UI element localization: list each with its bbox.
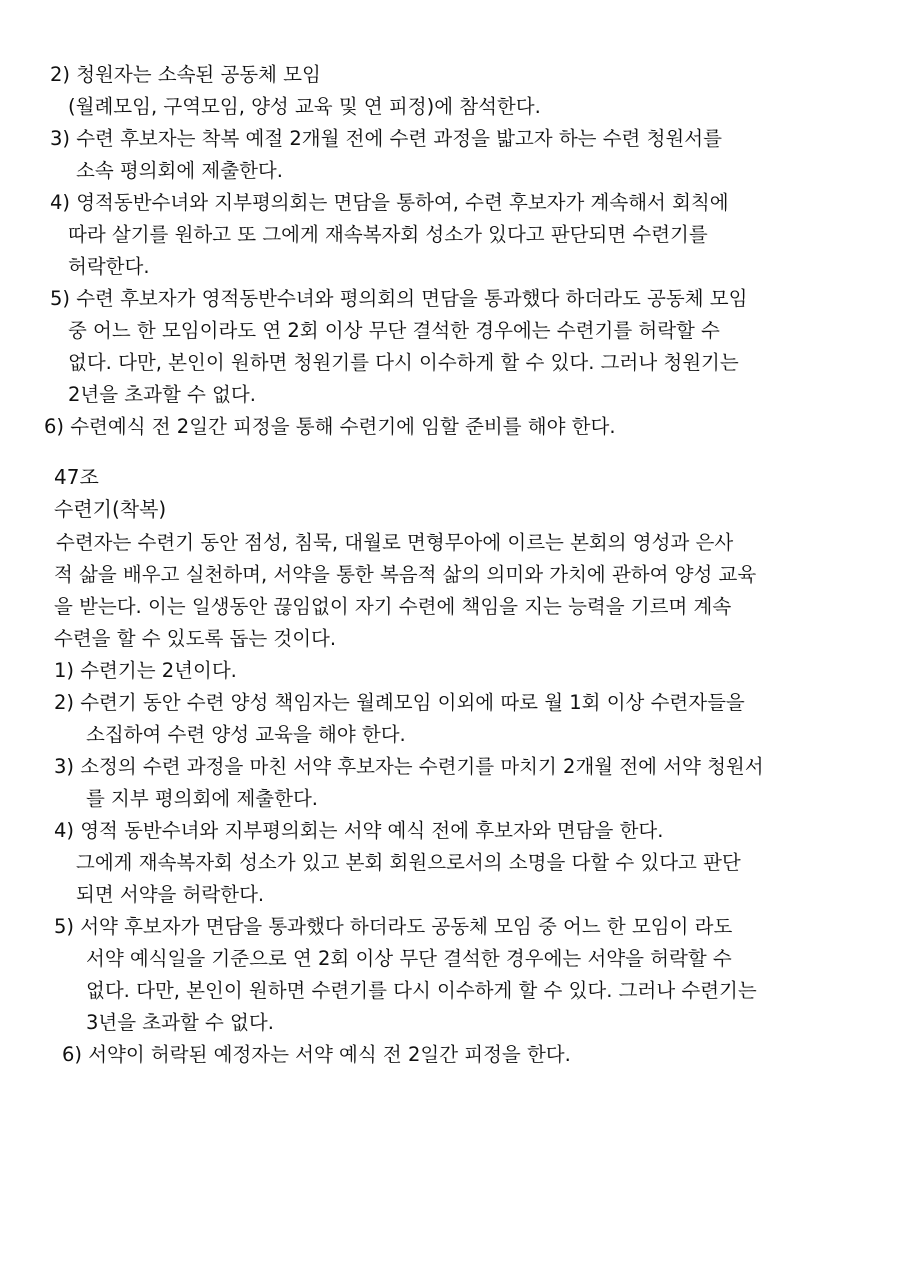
text-line: 2) 청원자는 소속된 공동체 모임	[50, 63, 321, 86]
text-line: 3) 수련 후보자는 착복 예절 2개월 전에 수련 과정을 밟고자 하는 수련 청원서를	[50, 127, 722, 150]
article-number: 47조	[54, 465, 99, 489]
text-line: 5) 수련 후보자가 영적동반수녀와 평의회의 면담을 통과했다 하더라도 공동체 모임	[50, 287, 748, 310]
text-line: 소집하여 수련 양성 교육을 해야 한다.	[86, 723, 406, 746]
text-line: (월례모임, 구역모임, 양성 교육 및 연 피정)에 참석한다.	[68, 95, 541, 118]
text-line: 1) 수련기는 2년이다.	[54, 659, 237, 682]
text-line: 6) 수련예식 전 2일간 피정을 통해 수련기에 임할 준비를 해야 한다.	[44, 415, 616, 438]
text-line: 따라 살기를 원하고 또 그에게 재속복자회 성소가 있다고 판단되면 수련기를	[68, 223, 708, 246]
text-line: 3년을 초과할 수 없다.	[86, 1011, 274, 1034]
text-line: 2년을 초과할 수 없다.	[68, 383, 256, 406]
text-line: 적 삶을 배우고 실천하며, 서약을 통한 복음적 삶의 의미와 가치에 관하여 양성 교육	[54, 563, 757, 586]
text-line: 소속 평의회에 제출한다.	[76, 159, 283, 182]
text-line: 없다. 다만, 본인이 원하면 수련기를 다시 이수하게 할 수 있다. 그러나 수련기는	[86, 979, 757, 1002]
text-line: 되면 서약을 허락한다.	[76, 883, 265, 906]
text-line: 5) 서약 후보자가 면담을 통과했다 하더라도 공동체 모임 중 어느 한 모임이 라도	[54, 915, 733, 938]
text-line: 4) 영적 동반수녀와 지부평의회는 서약 예식 전에 후보자와 면담을 한다.	[54, 819, 664, 842]
text-line: 허락한다.	[68, 255, 150, 278]
text-line: 서약 예식일을 기준으로 연 2회 이상 무단 결석한 경우에는 서약을 허락할 수	[86, 947, 732, 970]
text-line: 2) 수련기 동안 수련 양성 책임자는 월례모임 이외에 따로 월 1회 이상 수련자들을	[54, 691, 745, 714]
text-line: 4) 영적동반수녀와 지부평의회는 면담을 통하여, 수련 후보자가 계속해서 회칙에	[50, 191, 729, 214]
text-line: 그에게 재속복자회 성소가 있고 본회 회원으로서의 소명을 다할 수 있다고 판단	[76, 851, 741, 874]
text-line: 3) 소정의 수련 과정을 마친 서약 후보자는 수련기를 마치기 2개월 전에 서약 청원서	[54, 755, 764, 778]
article-title: 수련기(착복)	[54, 497, 167, 521]
text-line: 6) 서약이 허락된 예정자는 서약 예식 전 2일간 피정을 한다.	[62, 1043, 571, 1066]
text-line: 수련자는 수련기 동안 점성, 침묵, 대월로 면형무아에 이르는 본회의 영성과 은사	[56, 531, 734, 554]
text-line: 수련을 할 수 있도록 돕는 것이다.	[54, 627, 337, 650]
text-line: 을 받는다. 이는 일생동안 끊임없이 자기 수련에 책임을 지는 능력을 기르며 계속	[54, 595, 732, 618]
text-line: 를 지부 평의회에 제출한다.	[86, 787, 319, 810]
text-line: 중 어느 한 모임이라도 연 2회 이상 무단 결석한 경우에는 수련기를 허락할 수	[68, 319, 720, 342]
text-line: 없다. 다만, 본인이 원하면 청원기를 다시 이수하게 할 수 있다. 그러나 청원기는	[68, 351, 739, 374]
